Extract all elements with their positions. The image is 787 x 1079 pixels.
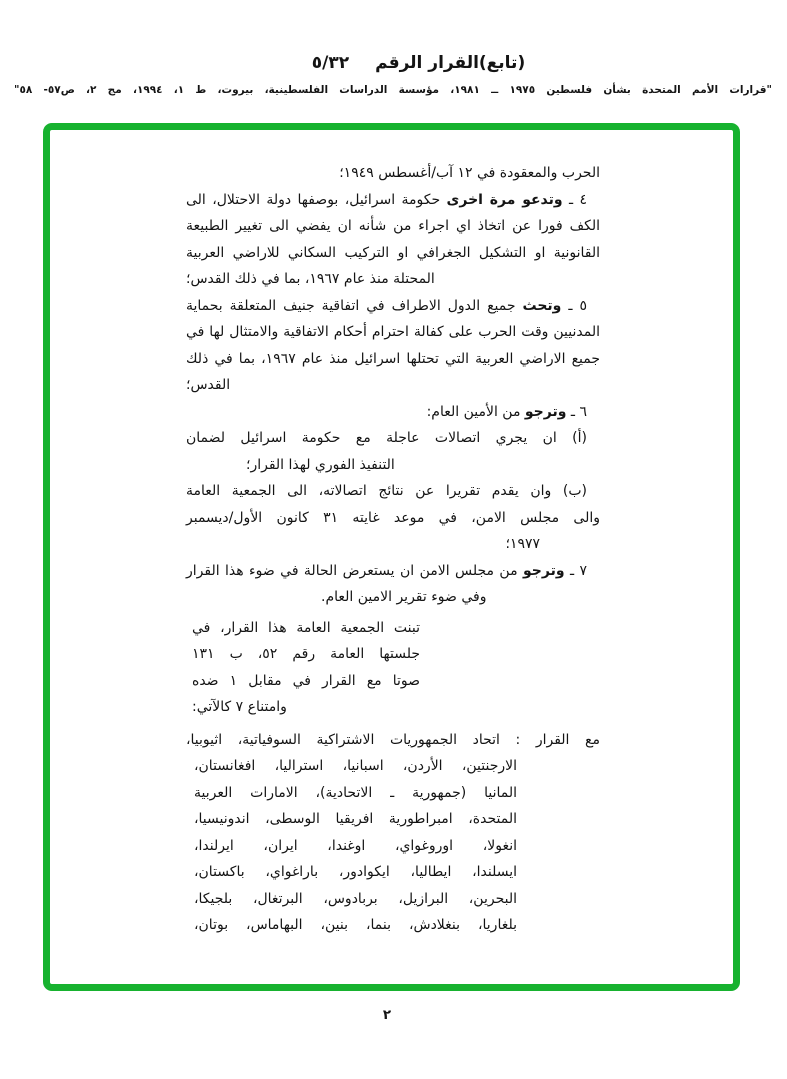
para-text: من مجلس الامن ان يستعرض الحالة في ضوء هذا القرار (186, 562, 523, 579)
adoption-note (192, 615, 420, 721)
subpara-b-line-1: (ب) وان يقدم تقريرا عن نتائج اتصالاته، الى الجمعية العامة (186, 483, 587, 499)
para-number: ٧ ـ (564, 562, 587, 579)
operative-verb: وتحث (522, 297, 562, 314)
adoption-line-4: وامتناع ٧ كالآتي: (192, 699, 287, 715)
resolution-text-column (186, 160, 600, 939)
operative-verb: وترجو (523, 562, 565, 579)
vote-with-label-line: مع القرار : اتحاد الجمهوريات الاشتراكية السوفياتية، اثيوبيا، (186, 731, 600, 748)
para-number: ٦ ـ (566, 403, 587, 420)
para-number: ٥ ـ (561, 297, 587, 314)
source-citation: "قرارات الأمم المتحدة بشأن فلسطين ١٩٧٥ ــ ١٩٨١، مؤسسة الدراسات الفلسطينية، بيروت، ط ١، ١٩٩٤، مج ٢، ص٥٧- ٥٨" (14, 84, 773, 96)
operative-verb: وتدعو مرة اخرى (446, 191, 563, 208)
para-5-line-3: جميع الاراضي العربية التي تحتلها اسرائيل منذ عام ١٩٦٧، بما في ذلك (186, 350, 600, 367)
subpara-b-line-2: والى مجلس الامن، في موعد غايته ٣١ كانون الأول/ديسمبر (186, 509, 600, 526)
para-7-line-1 (186, 558, 600, 585)
para-4-line-3: القانونية او التشكيل الجغرافي او التركيب السكاني للاراضي العربية (186, 244, 600, 261)
adoption-line-2: جلستها العامة رقم ٥٢، ب ١٣١ (192, 646, 420, 662)
para-number: ٤ ـ (562, 191, 587, 208)
subpara-a-line-2: التنفيذ الفوري لهذا القرار؛ (246, 456, 395, 473)
para-text: من الأمين العام: (426, 403, 525, 420)
page-number: ٢ (382, 1007, 392, 1023)
vote-with-list-line: الارجنتين، الأردن، اسبانيا، استراليا، افغانستان، (194, 758, 517, 774)
para-4-line-4: المحتلة منذ عام ١٩٦٧، بما في ذلك القدس؛ (186, 271, 435, 287)
document-title (70, 53, 767, 73)
subpara-b-line-3: ١٩٧٧؛ (505, 536, 540, 552)
vote-with-list-line: المتحدة، امبراطورية افريقيا الوسطى، اندونيسيا، (194, 811, 517, 827)
vote-with-list-line: انغولا، اوروغواي، اوغندا، ايران، ايرلندا، (194, 837, 517, 854)
para-6-line-1 (186, 399, 600, 426)
document-title-label: (تابع)القرار الرقم (375, 53, 526, 73)
vote-with-list-line: البحرين، البرازيل، بربادوس، البرتغال، بلجيكا، (194, 890, 517, 907)
adoption-line-3: صوتا مع القرار في مقابل ١ ضده (192, 672, 420, 689)
vote-with-list-line: بلغاريا، بنغلادش، بنما، بنين، البهاماس، بوتان، (194, 917, 517, 933)
operative-verb: وترجو (524, 403, 567, 420)
para-text: جميع الدول الاطراف في اتفاقية جنيف المتعلقة بحماية (186, 297, 523, 314)
adoption-line-1: تبنت الجمعية العامة هذا القرار، في (192, 619, 420, 636)
para-4-line-2: الكف فورا عن اتخاذ اي اجراء من شأنه ان يفضي الى تغيير الطبيعة (186, 218, 600, 234)
resolution-number: ٥/٣٢ (311, 53, 350, 73)
para-text: حكومة اسرائيل، بوصفها دولة الاحتلال، الى (186, 191, 447, 208)
para-5-line-2: المدنيين وقت الحرب على كفالة احترام أحكام الاتفاقية والامتثال لها في (186, 324, 600, 340)
subpara-a-line-1: (أ) ان يجري اتصالات عاجلة مع حكومة اسرائيل لضمان (186, 430, 587, 446)
continuation-line: الحرب والمعقودة في ١٢ آب/أغسطس ١٩٤٩؛ (339, 165, 600, 181)
vote-with-list-line: المانيا (جمهورية ـ الاتحادية)، الامارات العربية (194, 784, 517, 801)
para-7-line-2: وفي ضوء تقرير الامين العام. (321, 589, 487, 605)
para-5-line-1 (186, 293, 600, 320)
vote-with-list-line: ايسلندا، ايطاليا، ايكوادور، باراغواي، باكستان، (194, 864, 517, 880)
para-5-line-4: القدس؛ (186, 377, 231, 393)
para-4-line-1 (186, 187, 600, 214)
